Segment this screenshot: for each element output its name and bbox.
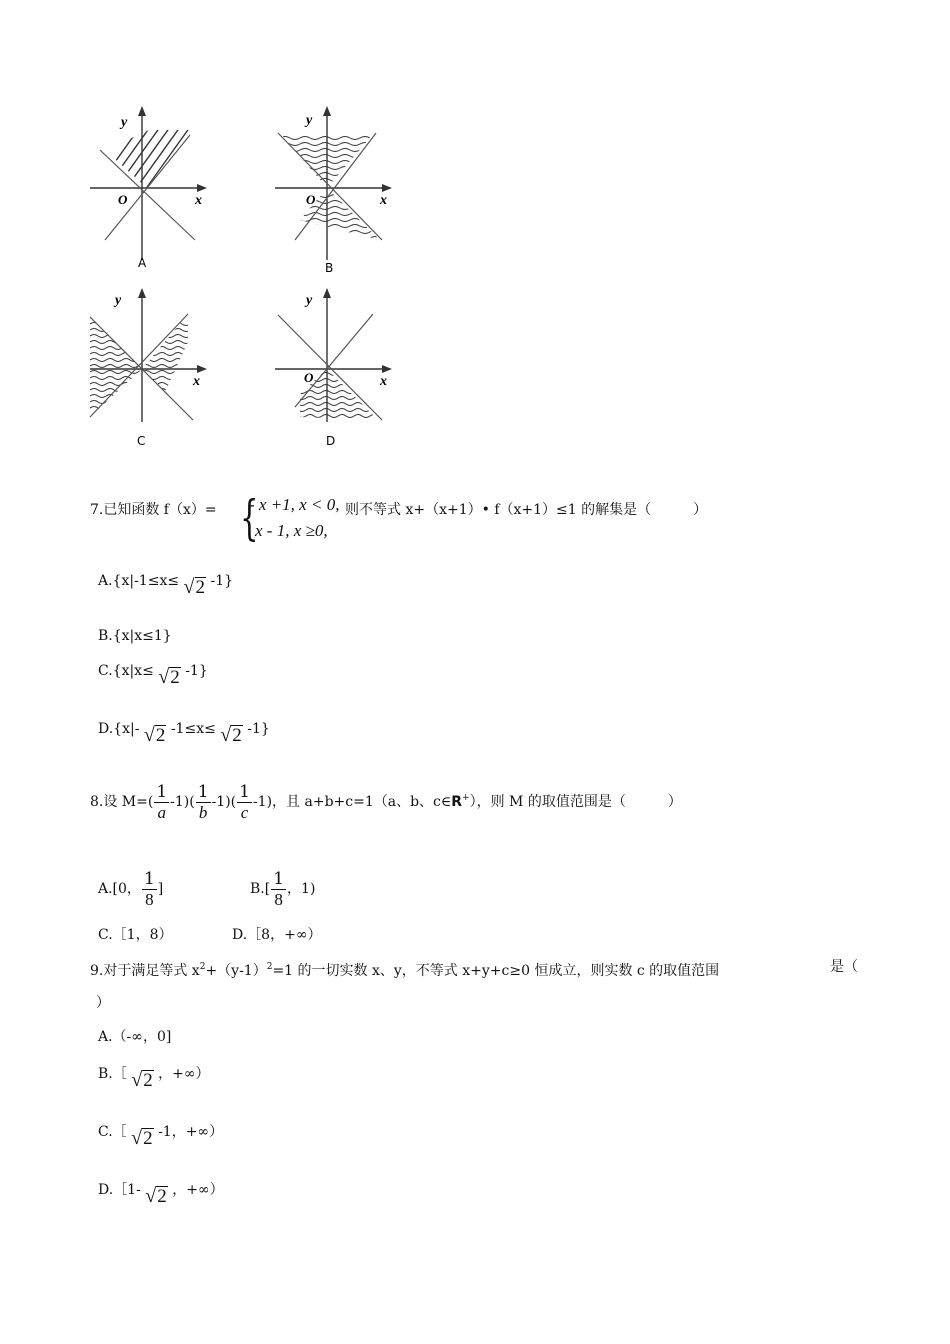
figure-c-y-label: y: [115, 293, 122, 308]
q7-option-c: C.{x|x≤ √2 -1}: [98, 663, 208, 688]
figure-d-x-label: x: [380, 374, 387, 389]
q9-option-d: D.［1- √2 ，+∞）: [98, 1182, 224, 1207]
figure-a-origin: O: [118, 192, 128, 207]
sqrt-symbol: √2: [145, 1185, 167, 1207]
sqrt-symbol: √2: [131, 1127, 153, 1149]
q8-option-c: C.［1，8）: [98, 927, 173, 943]
q8-optA-fraction: $\frac{1}{8}$: [143, 868, 155, 909]
q8-frac-1-over-c: $\frac{1}{c}$: [239, 781, 250, 822]
figure-a-x-label: x: [195, 193, 202, 208]
q8-option-b: B.[ $\frac{1}{8}$ ，1): [250, 868, 316, 909]
figure-d-caption: D: [326, 434, 336, 448]
q7-stem-suffix: 则不等式 x+（x+1）• f（x+1）≤1 的解集是（ ）: [345, 502, 708, 518]
figure-a: [85, 100, 215, 275]
q7-piecewise-brace: {: [240, 490, 259, 546]
q7-option-a: A.{x|-1≤x≤ √2 -1}: [98, 573, 234, 598]
figure-b-x-label: x: [380, 193, 387, 208]
figure-c-x-label: x: [193, 374, 200, 389]
q9-stem-tail: 是（: [830, 959, 858, 975]
q7-option-b: B.{x|x≤1}: [98, 628, 172, 644]
figure-b-caption: B: [325, 261, 334, 275]
q7-case2: x - 1, x ≥0,: [255, 521, 328, 540]
sqrt-symbol: √2: [143, 724, 166, 746]
q8-stem: 8.设 M=( $\frac{1}{a}$ -1)( $\frac{1}{b}$ -1)( $\frac{1}{c}$ -1)，且 a+b+c=1（a、b、c∈R+），则 M 的取值范围是（ ）: [90, 781, 682, 822]
figure-d-origin: O: [304, 370, 314, 385]
sqrt-symbol: √2: [131, 1069, 153, 1091]
figure-c-caption: C: [137, 434, 146, 448]
q8-frac-1-over-b: $\frac{1}{b}$: [197, 781, 209, 822]
q9-option-a: A.（-∞，0]: [98, 1029, 172, 1045]
q7-case1: - x +1, x < 0,: [249, 495, 340, 514]
q8-option-a: A.[0， $\frac{1}{8}$ ]: [98, 868, 164, 909]
q9-option-c: C.［ √2 -1，+∞）: [98, 1124, 224, 1149]
sqrt-symbol: √2: [158, 666, 180, 688]
q8-option-d: D.［8，+∞）: [232, 927, 322, 943]
q9-stem-line2: ）: [96, 995, 110, 1011]
figure-b: [270, 100, 400, 280]
figure-b-origin: O: [306, 192, 316, 207]
figure-d-y-label: y: [306, 293, 313, 308]
figure-a-y-label: y: [121, 115, 128, 130]
q9-stem: 9.对于满足等式 $x^2+(y-1)^2=1$ 的一切实数 x、y，不等式 x+y+c≥0 恒成立，则实数 c 的取值范围: [90, 962, 720, 979]
sqrt-symbol: √2: [183, 576, 206, 598]
sqrt-symbol: √2: [220, 724, 242, 746]
q8-frac-1-over-a: $\frac{1}{a}$: [156, 781, 168, 822]
q7-stem-prefix: 7.已知函数 f（x）=: [90, 502, 217, 518]
figure-c: [85, 282, 215, 452]
q9-option-b: B.［ √2 ，+∞）: [98, 1066, 210, 1091]
q7-option-d: D.{x|- √2 -1≤x≤ √2 -1}: [98, 721, 270, 746]
figure-d: [270, 282, 400, 452]
figure-b-y-label: y: [306, 113, 313, 128]
figure-a-caption: A: [138, 256, 147, 270]
q8-optB-fraction: $\frac{1}{8}$: [273, 868, 285, 909]
